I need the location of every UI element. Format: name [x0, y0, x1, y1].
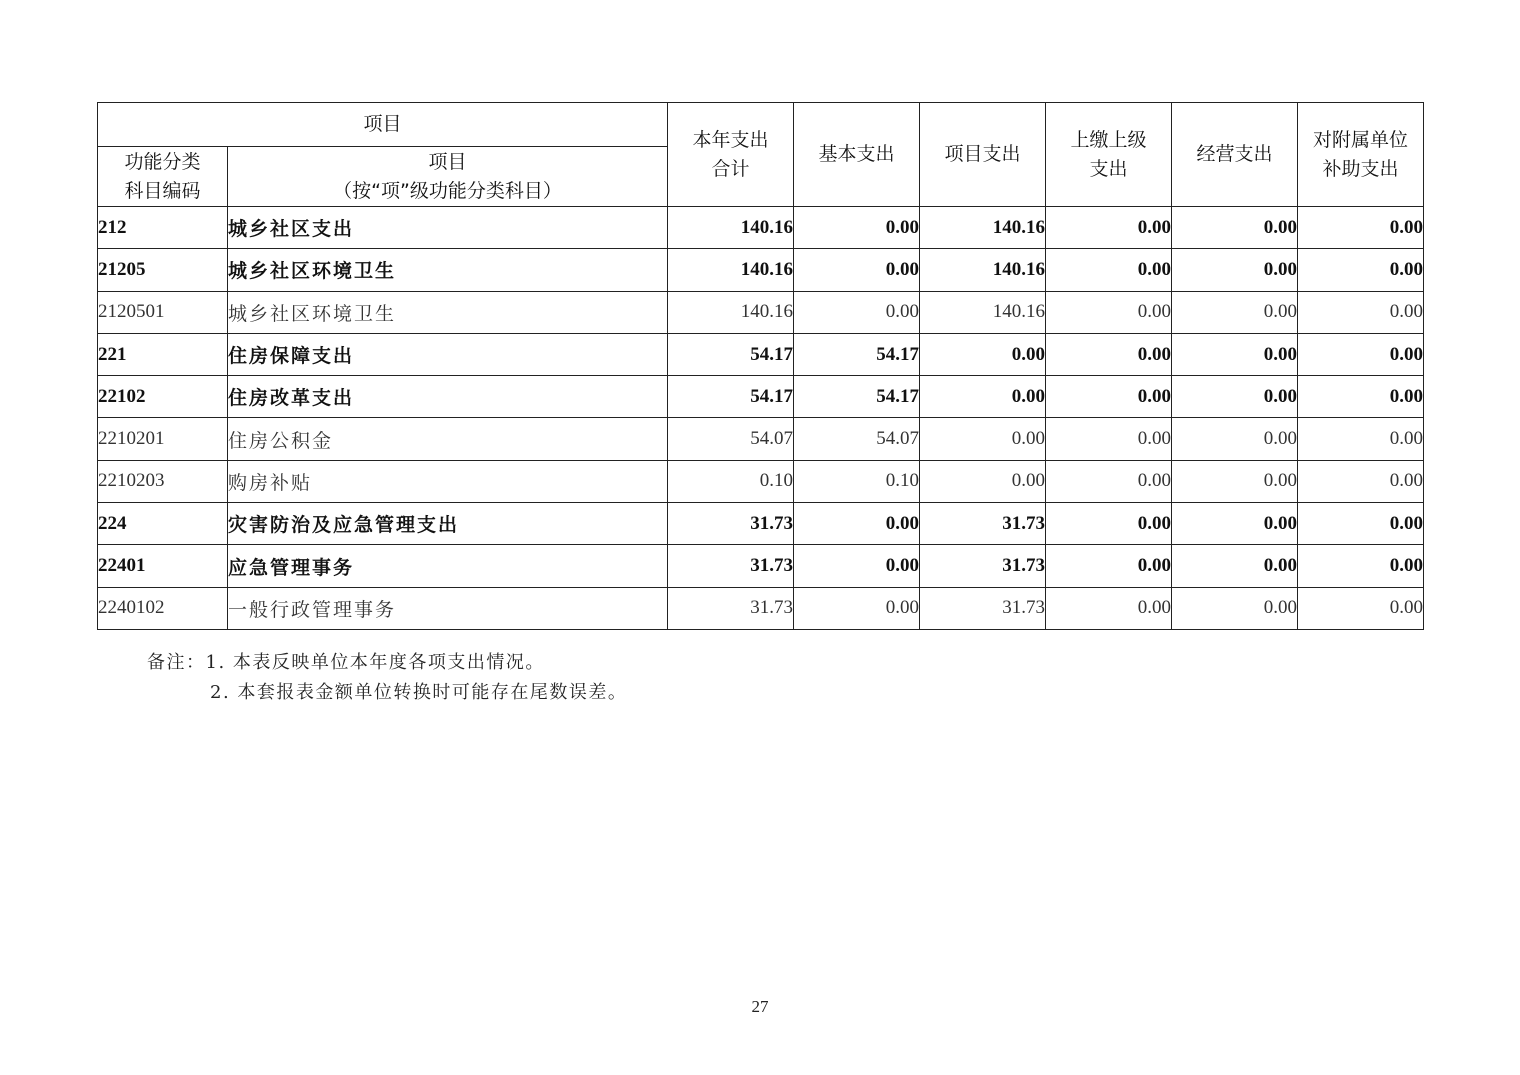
cell-basic: 0.00 [794, 291, 920, 333]
header-item-group: 项目 [98, 103, 668, 147]
cell-subsidy: 0.00 [1298, 587, 1424, 629]
cell-total: 31.73 [668, 587, 794, 629]
cell-code: 2210201 [98, 418, 228, 460]
table-row [98, 460, 1424, 502]
cell-operating: 0.00 [1172, 333, 1298, 375]
cell-total: 54.17 [668, 376, 794, 418]
cell-project: 0.00 [920, 376, 1046, 418]
cell-upper: 0.00 [1046, 418, 1172, 460]
cell-subsidy: 0.00 [1298, 376, 1424, 418]
cell-subsidy: 0.00 [1298, 545, 1424, 587]
cell-name: 城乡社区环境卫生 [228, 291, 668, 333]
cell-operating: 0.00 [1172, 376, 1298, 418]
cell-project: 0.00 [920, 460, 1046, 502]
header-project: 项目支出 [920, 103, 1046, 207]
cell-upper: 0.00 [1046, 291, 1172, 333]
header-subsidy-line2: 补助支出 [1322, 157, 1399, 180]
cell-upper: 0.00 [1046, 460, 1172, 502]
cell-project: 140.16 [920, 207, 1046, 249]
cell-project: 140.16 [920, 249, 1046, 291]
cell-code: 2240102 [98, 587, 228, 629]
cell-upper: 0.00 [1046, 503, 1172, 545]
page-number: 27 [751, 997, 769, 1016]
cell-operating: 0.00 [1172, 207, 1298, 249]
cell-project: 31.73 [920, 503, 1046, 545]
cell-code: 22102 [98, 376, 228, 418]
header-basic: 基本支出 [794, 103, 920, 207]
cell-project: 31.73 [920, 587, 1046, 629]
notes-label: 备注： [147, 652, 206, 673]
cell-subsidy: 0.00 [1298, 333, 1424, 375]
table-row [98, 376, 1424, 418]
header-total [668, 103, 794, 207]
header-subsidy [1298, 103, 1424, 207]
table-row [98, 418, 1424, 460]
cell-operating: 0.00 [1172, 545, 1298, 587]
header-upper [1046, 103, 1172, 207]
cell-code: 224 [98, 503, 228, 545]
cell-code: 2210203 [98, 460, 228, 502]
cell-name: 城乡社区支出 [228, 207, 668, 249]
cell-operating: 0.00 [1172, 460, 1298, 502]
cell-total: 140.16 [668, 249, 794, 291]
note-2: 2. 本套报表金额单位转换时可能存在尾数误差。 [210, 682, 628, 703]
header-total-line2: 合计 [711, 157, 750, 180]
cell-name: 住房公积金 [228, 418, 668, 460]
cell-project: 0.00 [920, 333, 1046, 375]
header-item [228, 147, 668, 207]
cell-name: 购房补贴 [228, 460, 668, 502]
cell-upper: 0.00 [1046, 333, 1172, 375]
cell-upper: 0.00 [1046, 545, 1172, 587]
cell-name: 灾害防治及应急管理支出 [228, 503, 668, 545]
header-item-line1: 项目 [428, 150, 467, 173]
cell-total: 140.16 [668, 207, 794, 249]
cell-basic: 0.00 [794, 587, 920, 629]
cell-basic: 0.00 [794, 249, 920, 291]
cell-basic: 54.17 [794, 333, 920, 375]
cell-basic: 0.10 [794, 460, 920, 502]
cell-project: 31.73 [920, 545, 1046, 587]
cell-name: 应急管理事务 [228, 545, 668, 587]
table-row [98, 249, 1424, 291]
cell-name: 一般行政管理事务 [228, 587, 668, 629]
table-body [98, 207, 1424, 630]
cell-basic: 0.00 [794, 545, 920, 587]
cell-operating: 0.00 [1172, 587, 1298, 629]
cell-name: 住房保障支出 [228, 333, 668, 375]
cell-total: 31.73 [668, 545, 794, 587]
cell-project: 0.00 [920, 418, 1046, 460]
header-item-line2: （按“项”级功能分类科目） [333, 179, 562, 202]
note-1: 1. 本表反映单位本年度各项支出情况。 [205, 652, 545, 673]
cell-subsidy: 0.00 [1298, 291, 1424, 333]
cell-code: 21205 [98, 249, 228, 291]
note-line-1 [147, 648, 627, 678]
cell-total: 140.16 [668, 291, 794, 333]
header-code: 功能分类 科目编码 [98, 147, 228, 207]
notes [147, 648, 627, 708]
table-header [98, 103, 1424, 207]
cell-subsidy: 0.00 [1298, 460, 1424, 502]
cell-code: 212 [98, 207, 228, 249]
cell-subsidy: 0.00 [1298, 503, 1424, 545]
header-upper-line2: 支出 [1089, 157, 1128, 180]
table-row [98, 587, 1424, 629]
cell-project: 140.16 [920, 291, 1046, 333]
header-operating: 经营支出 [1172, 103, 1298, 207]
cell-upper: 0.00 [1046, 249, 1172, 291]
cell-name: 住房改革支出 [228, 376, 668, 418]
table-row [98, 207, 1424, 249]
table-row [98, 503, 1424, 545]
cell-operating: 0.00 [1172, 418, 1298, 460]
cell-operating: 0.00 [1172, 291, 1298, 333]
cell-code: 221 [98, 333, 228, 375]
cell-code: 2120501 [98, 291, 228, 333]
cell-subsidy: 0.00 [1298, 249, 1424, 291]
cell-basic: 54.07 [794, 418, 920, 460]
header-upper-line1: 上缴上级 [1070, 128, 1147, 151]
cell-code: 22401 [98, 545, 228, 587]
header-subsidy-line1: 对附属单位 [1313, 128, 1409, 151]
header-total-line1: 本年支出 [692, 128, 769, 151]
table-row [98, 545, 1424, 587]
cell-subsidy: 0.00 [1298, 418, 1424, 460]
cell-basic: 0.00 [794, 503, 920, 545]
cell-name: 城乡社区环境卫生 [228, 249, 668, 291]
expenditure-table [97, 102, 1424, 630]
cell-total: 54.07 [668, 418, 794, 460]
cell-operating: 0.00 [1172, 249, 1298, 291]
cell-total: 0.10 [668, 460, 794, 502]
cell-subsidy: 0.00 [1298, 207, 1424, 249]
cell-total: 31.73 [668, 503, 794, 545]
cell-total: 54.17 [668, 333, 794, 375]
note-line-2 [147, 678, 627, 708]
cell-operating: 0.00 [1172, 503, 1298, 545]
cell-basic: 54.17 [794, 376, 920, 418]
cell-upper: 0.00 [1046, 207, 1172, 249]
table-row [98, 291, 1424, 333]
table-row [98, 333, 1424, 375]
cell-basic: 0.00 [794, 207, 920, 249]
cell-upper: 0.00 [1046, 376, 1172, 418]
cell-upper: 0.00 [1046, 587, 1172, 629]
